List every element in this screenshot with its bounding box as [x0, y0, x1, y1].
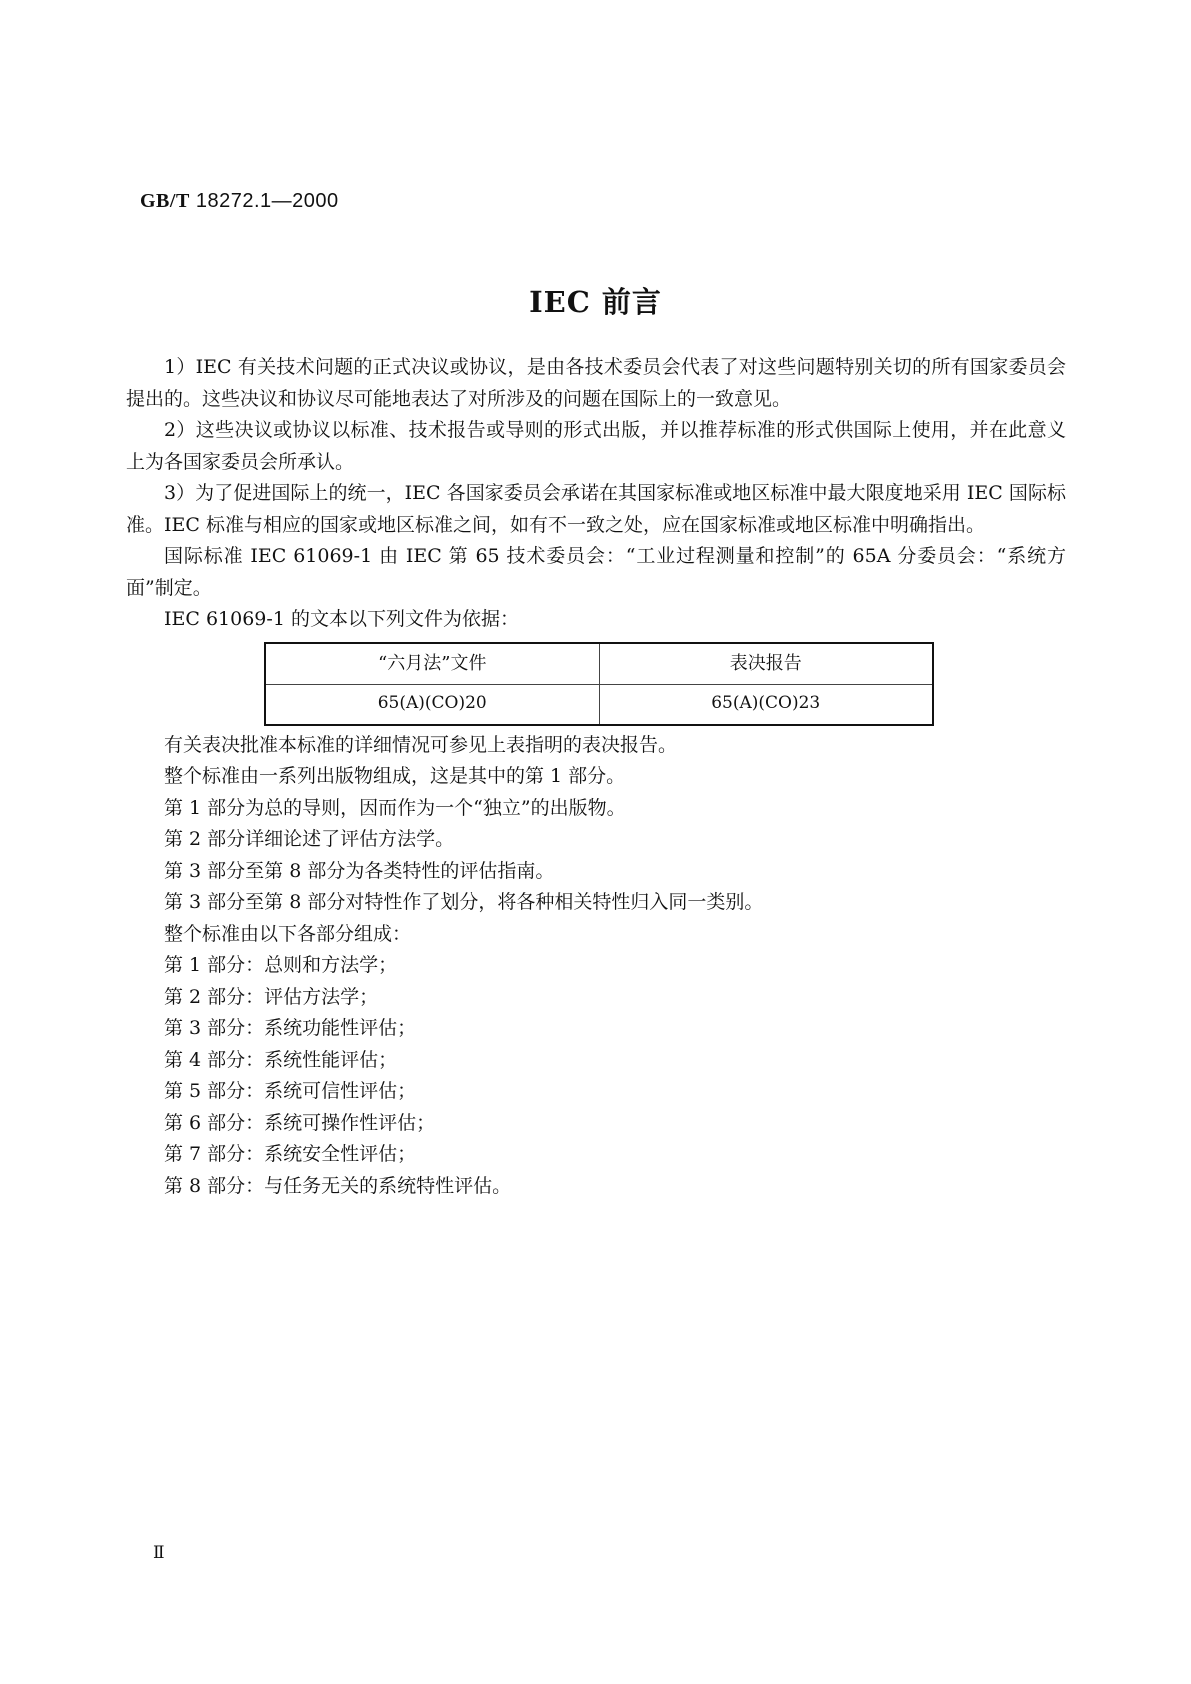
table-header-cell: “六月法”文件 — [265, 643, 599, 685]
document-body — [126, 352, 1066, 1202]
table-cell: 65(A)(CO)23 — [599, 684, 933, 725]
paragraph-1: 1）IEC 有关技术问题的正式决议或协议，是由各技术委员会代表了对这些问题特别关切的所有国家委员会提出的。这些决议和协议尽可能地表达了对所涉及的问题在国际上的一致意见。 — [126, 356, 1066, 410]
text-line: 有关表决批准本标准的详细情况可参见上表指明的表决报告。 — [164, 733, 678, 756]
list-item: 第 6 部分：系统可操作性评估； — [164, 1111, 436, 1134]
text-line: 第 3 部分至第 8 部分为各类特性的评估指南。 — [164, 859, 555, 882]
table-header-row — [265, 643, 933, 685]
text-line: 第 3 部分至第 8 部分对特性作了划分，将各种相关特性归入同一类别。 — [164, 891, 764, 913]
list-item: 第 8 部分：与任务无关的系统特性评估。 — [164, 1174, 512, 1197]
text-line: 第 2 部分详细论述了评估方法学。 — [164, 828, 455, 850]
list-item: 第 5 部分：系统可信性评估； — [164, 1080, 417, 1102]
page-title: IEC 前言 — [529, 285, 662, 319]
text-line: 第 1 部分为总的导则，因而作为一个“独立”的出版物。 — [164, 796, 626, 819]
document-table — [264, 642, 934, 726]
standard-code-prefix: GB/T — [140, 190, 190, 212]
list-item: 第 4 部分：系统性能评估； — [164, 1048, 398, 1071]
list-item: 第 2 部分：评估方法学； — [164, 985, 379, 1008]
standard-code-number: 18272.1—2000 — [195, 190, 339, 212]
text-line: 整个标准由以下各部分组成： — [164, 922, 412, 945]
list-item: 第 1 部分：总则和方法学； — [164, 954, 398, 976]
table-row — [265, 684, 933, 725]
paragraph-3: 3）为了促进国际上的统一，IEC 各国家委员会承诺在其国家标准或地区标准中最大限度地采用 IEC 国际标准。IEC 标准与相应的国家或地区标准之间，如有不一致之处，应在国家标准或地区标准中明确指出。 — [126, 482, 1066, 536]
paragraph-2: 2）这些决议或协议以标准、技术报告或导则的形式出版，并以推荐标准的形式供国际上使用，并在此意义上为各国家委员会所承认。 — [126, 419, 1066, 473]
table-intro: IEC 61069-1 的文本以下列文件为依据： — [164, 608, 519, 630]
text-line: 整个标准由一系列出版物组成，这是其中的第 1 部分。 — [164, 765, 626, 787]
paragraph-4: 国际标准 IEC 61069-1 由 IEC 第 65 技术委员会：“工业过程测量和控制”的 65A 分委员会：“系统方面”制定。 — [126, 545, 1066, 599]
list-item: 第 7 部分：系统安全性评估； — [164, 1143, 417, 1165]
page-number: Ⅱ — [153, 1543, 165, 1562]
standard-code — [140, 190, 339, 213]
table-header-cell: 表决报告 — [599, 643, 933, 685]
list-item: 第 3 部分：系统功能性评估； — [164, 1017, 417, 1039]
table-cell: 65(A)(CO)20 — [265, 684, 599, 725]
